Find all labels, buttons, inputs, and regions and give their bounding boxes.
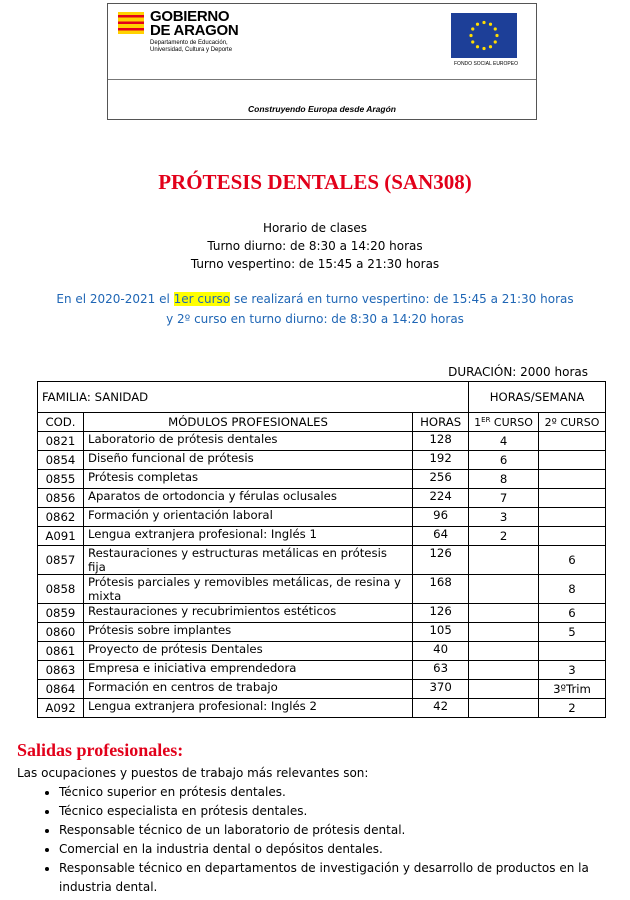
module-name: Diseño funcional de prótesis bbox=[83, 451, 412, 470]
schedule-heading: Horario de clases bbox=[262, 221, 368, 235]
col-hours-header: HORAS bbox=[413, 413, 469, 432]
first-year-hours: 6 bbox=[469, 451, 539, 470]
module-hours: 96 bbox=[413, 508, 469, 527]
module-hours: 42 bbox=[413, 699, 469, 718]
module-name: Formación y orientación laboral bbox=[83, 508, 412, 527]
government-logo-text: GOBIERNO DE ARAGON bbox=[150, 8, 239, 39]
first-year-hours bbox=[469, 604, 539, 623]
table-row bbox=[38, 575, 606, 604]
second-year-hours bbox=[539, 432, 606, 451]
eu-flag-icon bbox=[451, 13, 517, 58]
module-hours: 192 bbox=[413, 451, 469, 470]
col-code-header: COD. bbox=[38, 413, 84, 432]
list-item: • Responsable técnico en departamentos de investigación y desarrollo de productos en la industria dental. bbox=[59, 859, 619, 897]
module-code: A092 bbox=[38, 699, 84, 718]
module-code: 0854 bbox=[38, 451, 84, 470]
first-year-hours bbox=[469, 699, 539, 718]
module-name: Lengua extranjera profesional: Inglés 1 bbox=[83, 527, 412, 546]
second-year-hours bbox=[539, 451, 606, 470]
module-name: Empresa e iniciativa emprendedora bbox=[83, 661, 412, 680]
letterhead bbox=[107, 3, 537, 120]
second-year-hours: 2 bbox=[539, 699, 606, 718]
first-year-hours bbox=[469, 661, 539, 680]
table-row bbox=[38, 508, 606, 527]
table-row bbox=[38, 699, 606, 718]
module-code: 0821 bbox=[38, 432, 84, 451]
motto: Construyendo Europa desde Aragón bbox=[248, 104, 396, 114]
module-name: Lengua extranjera profesional: Inglés 2 bbox=[83, 699, 412, 718]
second-year-hours bbox=[539, 527, 606, 546]
first-year-hours: 3 bbox=[469, 508, 539, 527]
module-hours: 126 bbox=[413, 604, 469, 623]
second-year-hours: 3 bbox=[539, 661, 606, 680]
module-name: Aparatos de ortodoncia y férulas oclusales bbox=[83, 489, 412, 508]
module-code: 0855 bbox=[38, 470, 84, 489]
table-row bbox=[38, 432, 606, 451]
hours-week-header: HORAS/SEMANA bbox=[469, 382, 606, 413]
first-year-hours: 8 bbox=[469, 470, 539, 489]
list-item: • Técnico superior en prótesis dentales. bbox=[59, 783, 619, 802]
module-hours: 168 bbox=[413, 575, 469, 604]
second-year-hours: 8 bbox=[539, 575, 606, 604]
list-item: • Comercial en la industria dental o depósitos dentales. bbox=[59, 840, 619, 859]
second-year-hours bbox=[539, 508, 606, 527]
module-name: Restauraciones y estructuras metálicas en prótesis fija bbox=[83, 546, 412, 575]
family-cell: FAMILIA: SANIDAD bbox=[38, 382, 469, 413]
second-year-hours bbox=[539, 470, 606, 489]
first-year-hours bbox=[469, 642, 539, 661]
module-name: Restauraciones y recubrimientos estéticos bbox=[83, 604, 412, 623]
first-year-hours bbox=[469, 623, 539, 642]
module-code: 0860 bbox=[38, 623, 84, 642]
table-row bbox=[38, 623, 606, 642]
module-name: Prótesis parciales y removibles metálicas, de resina y mixta bbox=[83, 575, 412, 604]
table-row bbox=[38, 451, 606, 470]
module-code: 0856 bbox=[38, 489, 84, 508]
module-hours: 126 bbox=[413, 546, 469, 575]
table-row bbox=[38, 546, 606, 575]
module-hours: 64 bbox=[413, 527, 469, 546]
table-row bbox=[38, 604, 606, 623]
table-family-row bbox=[38, 382, 606, 413]
module-hours: 63 bbox=[413, 661, 469, 680]
module-hours: 256 bbox=[413, 470, 469, 489]
eu-caption: FONDO SOCIAL EUROPEO bbox=[454, 61, 518, 67]
second-year-hours: 6 bbox=[539, 546, 606, 575]
first-year-hours bbox=[469, 680, 539, 699]
list-item: • Técnico especialista en prótesis dentales. bbox=[59, 802, 619, 821]
list-item: • Responsable técnico de un laboratorio de prótesis dental. bbox=[59, 821, 619, 840]
module-name: Prótesis completas bbox=[83, 470, 412, 489]
table-row bbox=[38, 661, 606, 680]
first-year-hours: 4 bbox=[469, 432, 539, 451]
module-hours: 370 bbox=[413, 680, 469, 699]
module-code: 0859 bbox=[38, 604, 84, 623]
module-hours: 224 bbox=[413, 489, 469, 508]
second-year-hours: 6 bbox=[539, 604, 606, 623]
module-code: 0862 bbox=[38, 508, 84, 527]
second-year-hours bbox=[539, 489, 606, 508]
module-name: Proyecto de prótesis Dentales bbox=[83, 642, 412, 661]
highlighted-text: 1er curso bbox=[173, 292, 231, 306]
module-code: 0857 bbox=[38, 546, 84, 575]
module-hours: 40 bbox=[413, 642, 469, 661]
module-code: 0864 bbox=[38, 680, 84, 699]
module-code: 0863 bbox=[38, 661, 84, 680]
first-year-hours bbox=[469, 575, 539, 604]
notice-line-1: En el 2020-2021 el 1er curso se realizará en turno vespertino: de 15:45 a 21:30 horas bbox=[56, 292, 574, 306]
jobs-list bbox=[17, 783, 619, 897]
module-code: A091 bbox=[38, 527, 84, 546]
col-module-header: MÓDULOS PROFESIONALES bbox=[83, 413, 412, 432]
schedule-morning: Turno diurno: de 8:30 a 14:20 horas bbox=[207, 239, 423, 253]
first-year-hours: 2 bbox=[469, 527, 539, 546]
salidas-title: Salidas profesionales: bbox=[17, 740, 184, 760]
table-row bbox=[38, 527, 606, 546]
col-first-year-header: 1ER CURSO bbox=[469, 413, 539, 432]
first-year-hours bbox=[469, 546, 539, 575]
second-year-hours: 5 bbox=[539, 623, 606, 642]
page-title: PRÓTESIS DENTALES (SAN308) bbox=[158, 170, 472, 194]
module-code: 0861 bbox=[38, 642, 84, 661]
duration: DURACIÓN: 2000 horas bbox=[448, 365, 588, 379]
second-year-hours: 3ºTrim bbox=[539, 680, 606, 699]
table-row bbox=[38, 680, 606, 699]
modules-table bbox=[37, 381, 606, 718]
module-code: 0858 bbox=[38, 575, 84, 604]
aragon-flag-icon bbox=[118, 12, 144, 34]
salidas-intro: Las ocupaciones y puestos de trabajo más relevantes son: bbox=[17, 766, 369, 780]
table-row bbox=[38, 470, 606, 489]
table-header-row bbox=[38, 413, 606, 432]
second-year-hours bbox=[539, 642, 606, 661]
module-name: Prótesis sobre implantes bbox=[83, 623, 412, 642]
module-name: Laboratorio de prótesis dentales bbox=[83, 432, 412, 451]
module-hours: 105 bbox=[413, 623, 469, 642]
department-name: Departamento de Educación, Universidad, Cultura y Deporte bbox=[150, 40, 233, 53]
module-hours: 128 bbox=[413, 432, 469, 451]
notice-line-2: y 2º curso en turno diurno: de 8:30 a 14:20 horas bbox=[166, 312, 464, 326]
first-year-hours: 7 bbox=[469, 489, 539, 508]
header-divider bbox=[108, 79, 536, 80]
module-name: Formación en centros de trabajo bbox=[83, 680, 412, 699]
table-row bbox=[38, 489, 606, 508]
schedule-evening: Turno vespertino: de 15:45 a 21:30 horas bbox=[190, 257, 440, 271]
col-second-year-header: 2º CURSO bbox=[539, 413, 606, 432]
table-row bbox=[38, 642, 606, 661]
